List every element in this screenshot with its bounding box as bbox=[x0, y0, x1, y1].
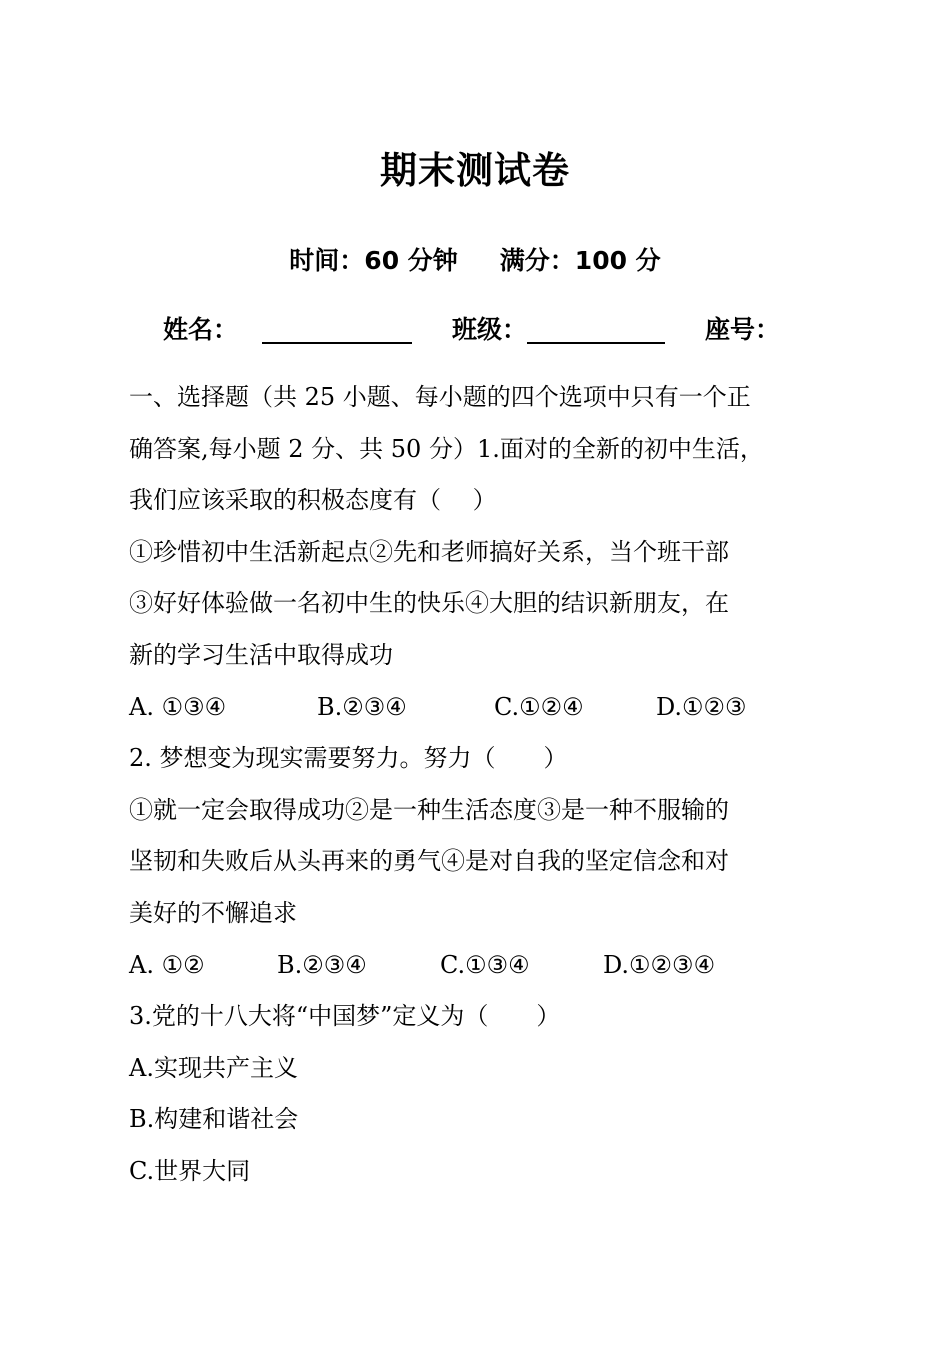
q2-options bbox=[129, 940, 839, 992]
name-blank[interactable] bbox=[262, 314, 412, 344]
q1-option-c[interactable]: C.①②④ bbox=[494, 692, 584, 721]
q1-line: ①珍惜初中生活新起点②先和老师搞好关系，当个班干部 bbox=[129, 537, 729, 566]
class-blank[interactable] bbox=[527, 314, 665, 344]
exam-body bbox=[129, 372, 839, 1198]
score-info: 满分：100 分 bbox=[499, 246, 661, 275]
q2-line: ①就一定会取得成功②是一种生活态度③是一种不服输的 bbox=[129, 795, 729, 824]
q3-stem: 3.党的十八大将“中国梦”定义为（ ） bbox=[129, 1002, 561, 1031]
q2-option-a[interactable]: A. ①② bbox=[129, 950, 205, 979]
q2-stem: 2. 梦想变为现实需要努力。努力（ ） bbox=[129, 744, 568, 773]
student-fields bbox=[163, 310, 780, 346]
time-info: 时间：60 分钟 bbox=[289, 246, 458, 275]
page-title: 期末测试卷 bbox=[380, 149, 570, 192]
q3-option-b[interactable]: B.构建和谐社会 bbox=[129, 1105, 299, 1134]
q3-option-c[interactable]: C.世界大同 bbox=[129, 1156, 251, 1185]
q1-option-d[interactable]: D.①②③ bbox=[656, 692, 747, 721]
name-label: 姓名： bbox=[163, 315, 239, 344]
q1-line: 新的学习生活中取得成功 bbox=[129, 640, 393, 669]
section-line: 一、选择题（共 25 小题、每小题的四个选项中只有一个正 bbox=[129, 383, 751, 411]
section-line: 确答案,每小题 2 分、共 50 分）1.面对的全新的初中生活， bbox=[129, 434, 764, 463]
q2-line: 坚韧和失败后从头再来的勇气④是对自我的坚定信念和对 bbox=[129, 847, 729, 876]
q1-option-b[interactable]: B.②③④ bbox=[317, 692, 407, 721]
class-label: 班级： bbox=[452, 315, 528, 344]
q1-line: ③好好体验做一名初中生的快乐④大胆的结识新朋友，在 bbox=[129, 589, 729, 618]
q1-options bbox=[129, 682, 839, 734]
exam-meta bbox=[0, 241, 950, 277]
q2-option-b[interactable]: B.②③④ bbox=[277, 950, 367, 979]
q3-option-a[interactable]: A.实现共产主义 bbox=[129, 1053, 298, 1082]
q2-line: 美好的不懈追求 bbox=[129, 898, 297, 927]
q2-option-c[interactable]: C.①③④ bbox=[440, 950, 530, 979]
seat-label: 座号： bbox=[705, 315, 781, 344]
section-line: 我们应该采取的积极态度有（ ） bbox=[129, 486, 497, 515]
q2-option-d[interactable]: D.①②③④ bbox=[603, 950, 716, 979]
q1-option-a[interactable]: A. ①③④ bbox=[129, 692, 227, 721]
